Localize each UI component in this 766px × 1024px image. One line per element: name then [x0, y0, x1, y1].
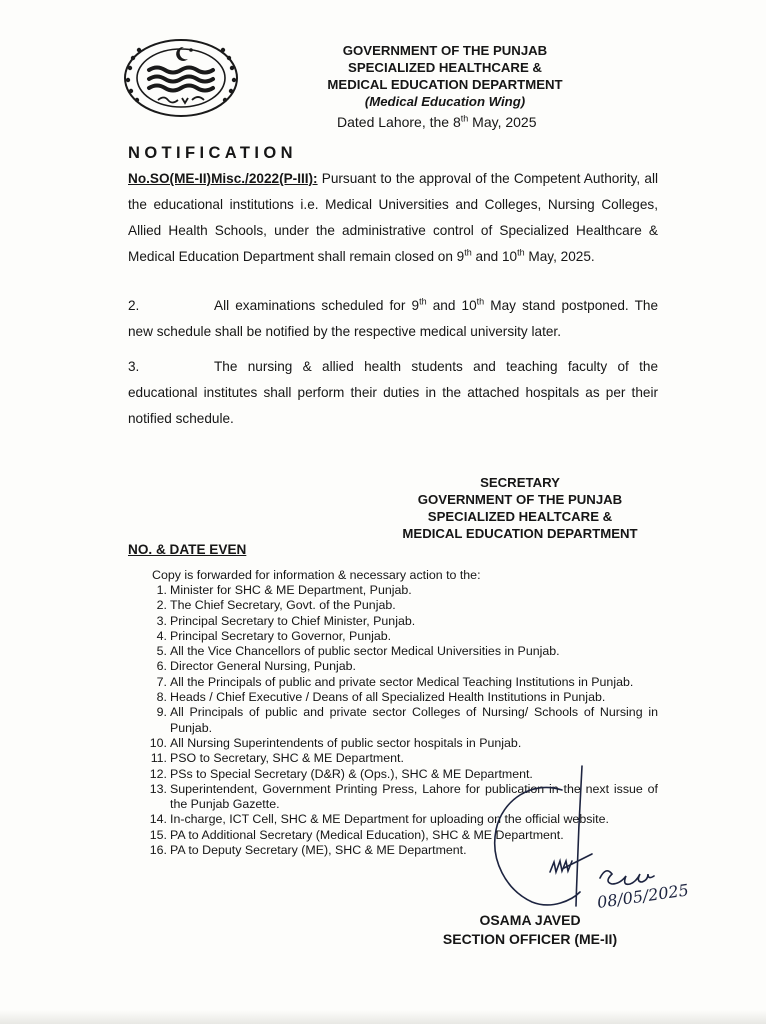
officer-name: OSAMA JAVED: [479, 912, 581, 928]
p1-sup-2: th: [517, 247, 525, 258]
copy-intro: Copy is forwarded for information & necessary action to the:: [152, 568, 481, 582]
p2-number: 2.: [128, 298, 140, 313]
secretary-line-2: SPECIALIZED HEALTCARE &: [427, 509, 613, 524]
list-item: 15. PA to Additional Secretary (Medical Education), SHC & ME Department.: [149, 827, 564, 842]
p1-text-c: May, 2025.: [524, 249, 595, 264]
p2-text-a: All examinations scheduled for 9: [214, 298, 420, 313]
p1-text-a: Pursuant to the approval of the Competent Authority, all the educational institutions i.e. Medical Universities and Colleges, Nursing Colleges, Allied Health Schools, under the administrative control of Specialized Healthcare & Medical Education Department shall remain closed on 9: [128, 171, 658, 264]
officer-title: SECTION OFFICER (ME-II): [442, 931, 618, 947]
secretary-block: [380, 474, 660, 542]
notification-title: NOTIFICATION: [128, 144, 297, 162]
list-item: 6. Director General Nursing, Punjab.: [156, 659, 356, 674]
list-item: 1. Minister for SHC & ME Department, Punjab.: [156, 583, 412, 597]
list-item: 12. PSs to Special Secretary (D&R) & (Ops.), SHC & ME Department.: [149, 766, 533, 781]
punjab-emblem-icon: [122, 38, 240, 120]
list-item: 13. Superintendent, Government Printing Press, Lahore for publication in the next issue of the Punjab Gazette.: [149, 781, 658, 812]
signature-icon: [462, 760, 692, 930]
list-item: 4. Principal Secretary to Governor, Punjab.: [156, 628, 392, 643]
date-sup: th: [460, 113, 469, 124]
paragraph-3: [128, 354, 658, 432]
letterhead: [300, 42, 590, 110]
header-line-1: GOVERNMENT OF THE PUNJAB: [342, 43, 548, 58]
list-item: 8. Heads / Chief Executive / Deans of all Specialized Health Institutions in Punjab.: [156, 690, 606, 705]
list-item: 14. In-charge, ICT Cell, SHC & ME Department for uploading on the official website.: [149, 812, 609, 827]
p1-text-b: and 10: [471, 249, 518, 264]
secretary-title: SECRETARY: [480, 475, 560, 490]
secretary-line-1: GOVERNMENT OF THE PUNJAB: [417, 492, 623, 507]
paragraph-2: [128, 293, 658, 345]
p3-number: 3.: [128, 359, 140, 374]
page-edge: [0, 1010, 766, 1024]
list-item: 10. All Nursing Superintendents of public sector hospitals in Punjab.: [149, 735, 522, 750]
list-item: 2. The Chief Secretary, Govt. of the Punjab.: [156, 598, 396, 613]
p2-text-b: and 10: [426, 298, 477, 313]
header-line-2: SPECIALIZED HEALTHCARE &: [348, 60, 542, 75]
dated-line: [337, 114, 537, 130]
officer-block: [430, 911, 630, 949]
reference-number: No.SO(ME-II)Misc./2022(P-III):: [128, 171, 318, 186]
signature-date: 08/05/2025: [595, 880, 690, 912]
secretary-line-3: MEDICAL EDUCATION DEPARTMENT: [402, 526, 638, 541]
p3-text: The nursing & allied health students and teaching faculty of the educational institutes shall perform their duties in the attached hospitals as per their notified schedule.: [128, 359, 658, 426]
p2-text-c: May stand postponed. The new schedule shall be notified by the respective medical university later.: [128, 298, 659, 339]
date-prefix: Dated Lahore, the 8: [337, 114, 461, 130]
list-item: 16. PA to Deputy Secretary (ME), SHC & ME Department.: [149, 843, 467, 858]
p2-sup-2: th: [476, 296, 485, 307]
list-item: 11. PSO to Secretary, SHC & ME Department.: [150, 751, 404, 766]
list-item: 7. All the Principals of public and private sector Medical Teaching Institutions in Punjab.: [156, 674, 634, 689]
p1-sup-1: th: [464, 247, 472, 258]
date-suffix: May, 2025: [468, 114, 537, 130]
list-item: 5. All the Vice Chancellors of public sector Medical Universities in Punjab.: [156, 644, 560, 659]
list-item: 3. Principal Secretary to Chief Minister, Punjab.: [156, 613, 416, 628]
header-wing: (Medical Education Wing): [364, 94, 526, 109]
no-date-even: NO. & DATE EVEN: [128, 542, 247, 557]
p2-sup-1: th: [419, 296, 427, 307]
paragraph-1: [128, 166, 658, 270]
list-item: 9. All Principals of public and private sector Colleges of Nursing/ Schools of Nursing in Punjab.: [156, 705, 658, 735]
header-line-3: MEDICAL EDUCATION DEPARTMENT: [327, 77, 563, 92]
